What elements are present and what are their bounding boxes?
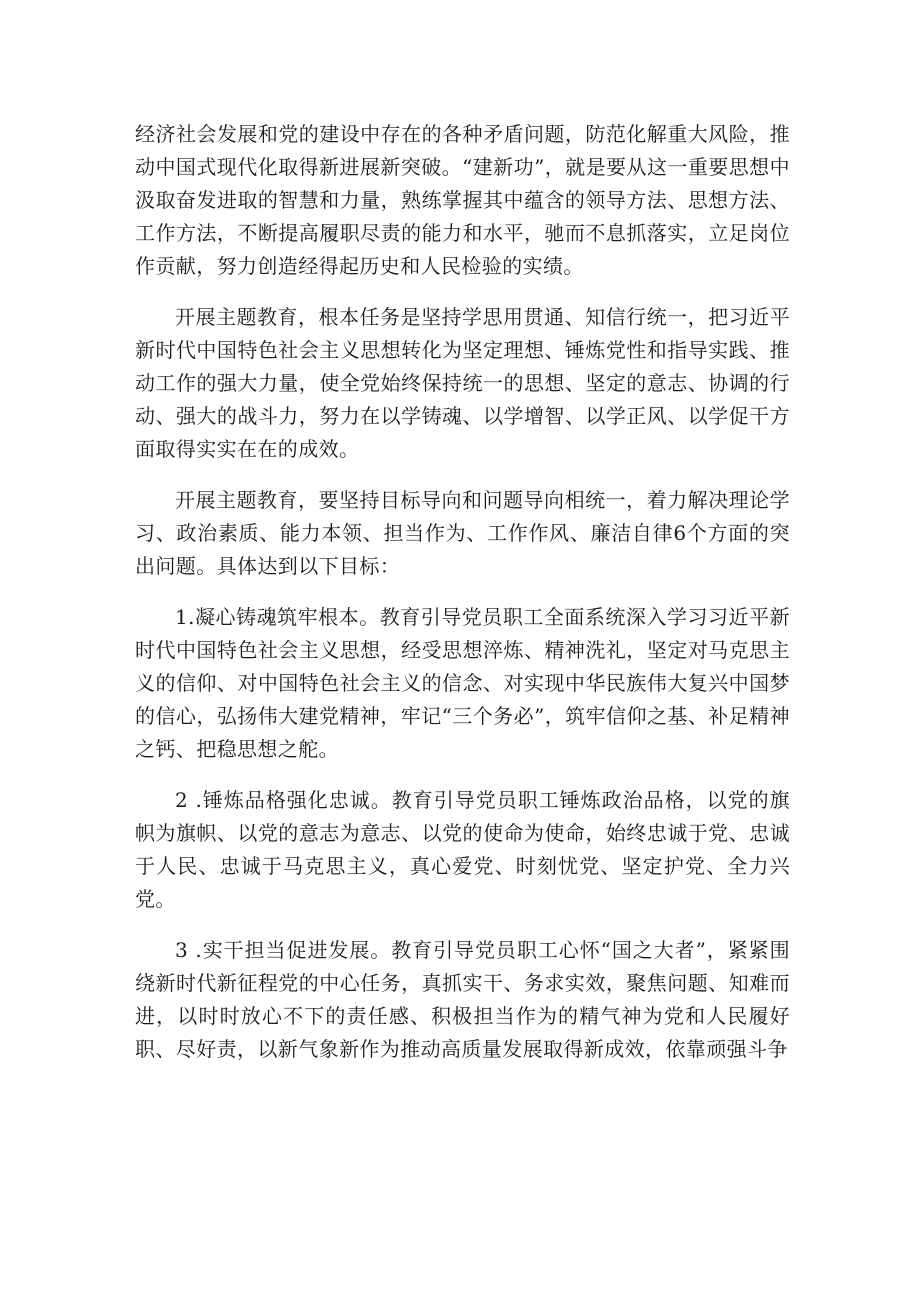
list-item-goal-3: 3 .实干担当促进发展。教育引导党员职工心怀“国之大者”，紧紧围绕新时代新征程党的中心任务，真抓实干、务求实效，聚焦问题、知难而进，以时时放心不下的责任感、积极担当作为的精气神为党和人民履好职、尽好责，以新气象新作为推动高质量发展取得新成效，依靠顽强斗争 [135, 938, 790, 1061]
paragraph-main-task: 开展主题教育，根本任务是坚持学思用贯通、知信行统一，把习近平新时代中国特色社会主义思想转化为坚定理想、锤炼党性和指导实践、推动工作的强大力量，使全党始终保持统一的思想、坚定的意志、协调的行动、强大的战斗力，努力在以学铸魂、以学增智、以学正风、以学促干方面取得实实在在的成效。 [135, 305, 790, 461]
paragraph-continuation: 经济社会发展和党的建设中存在的各种矛盾问题，防范化解重大风险，推动中国式现代化取得新进展新突破。“建新功”，就是要从这一重要思想中汲取奋发进取的智慧和力量，熟练掌握其中蕴含的领导方法、思想方法、工作方法，不断提高履职尽责的能力和水平，驰而不息抓落实，立足岗位作贡献，努力创造经得起历史和人民检验的实绩。 [135, 122, 790, 278]
list-item-goal-1: 1.凝心铸魂筑牢根本。教育引导党员职工全面系统深入学习习近平新时代中国特色社会主义思想，经受思想淬炼、精神洗礼，坚定对马克思主义的信仰、对中国特色社会主义的信念、对实现中华民族伟大复兴中国梦的信心，弘扬伟大建党精神，牢记“三个务必”，筑牢信仰之基、补足精神之钙、把稳思想之舵。 [135, 605, 790, 761]
list-item-goal-2: 2 .锤炼品格强化忠诚。教育引导党员职工锤炼政治品格，以党的旗帜为旗帜、以党的意志为意志、以党的使命为使命，始终忠诚于党、忠诚于人民、忠诚于马克思主义，真心爱党、时刻忧党、坚定护党、全力兴党。 [135, 788, 790, 911]
document-body [135, 118, 790, 1084]
paragraph-goals-intro: 开展主题教育，要坚持目标导向和问题导向相统一，着力解决理论学习、政治素质、能力本领、担当作为、工作作风、廉洁自律6个方面的突出问题。具体达到以下目标： [135, 488, 790, 578]
